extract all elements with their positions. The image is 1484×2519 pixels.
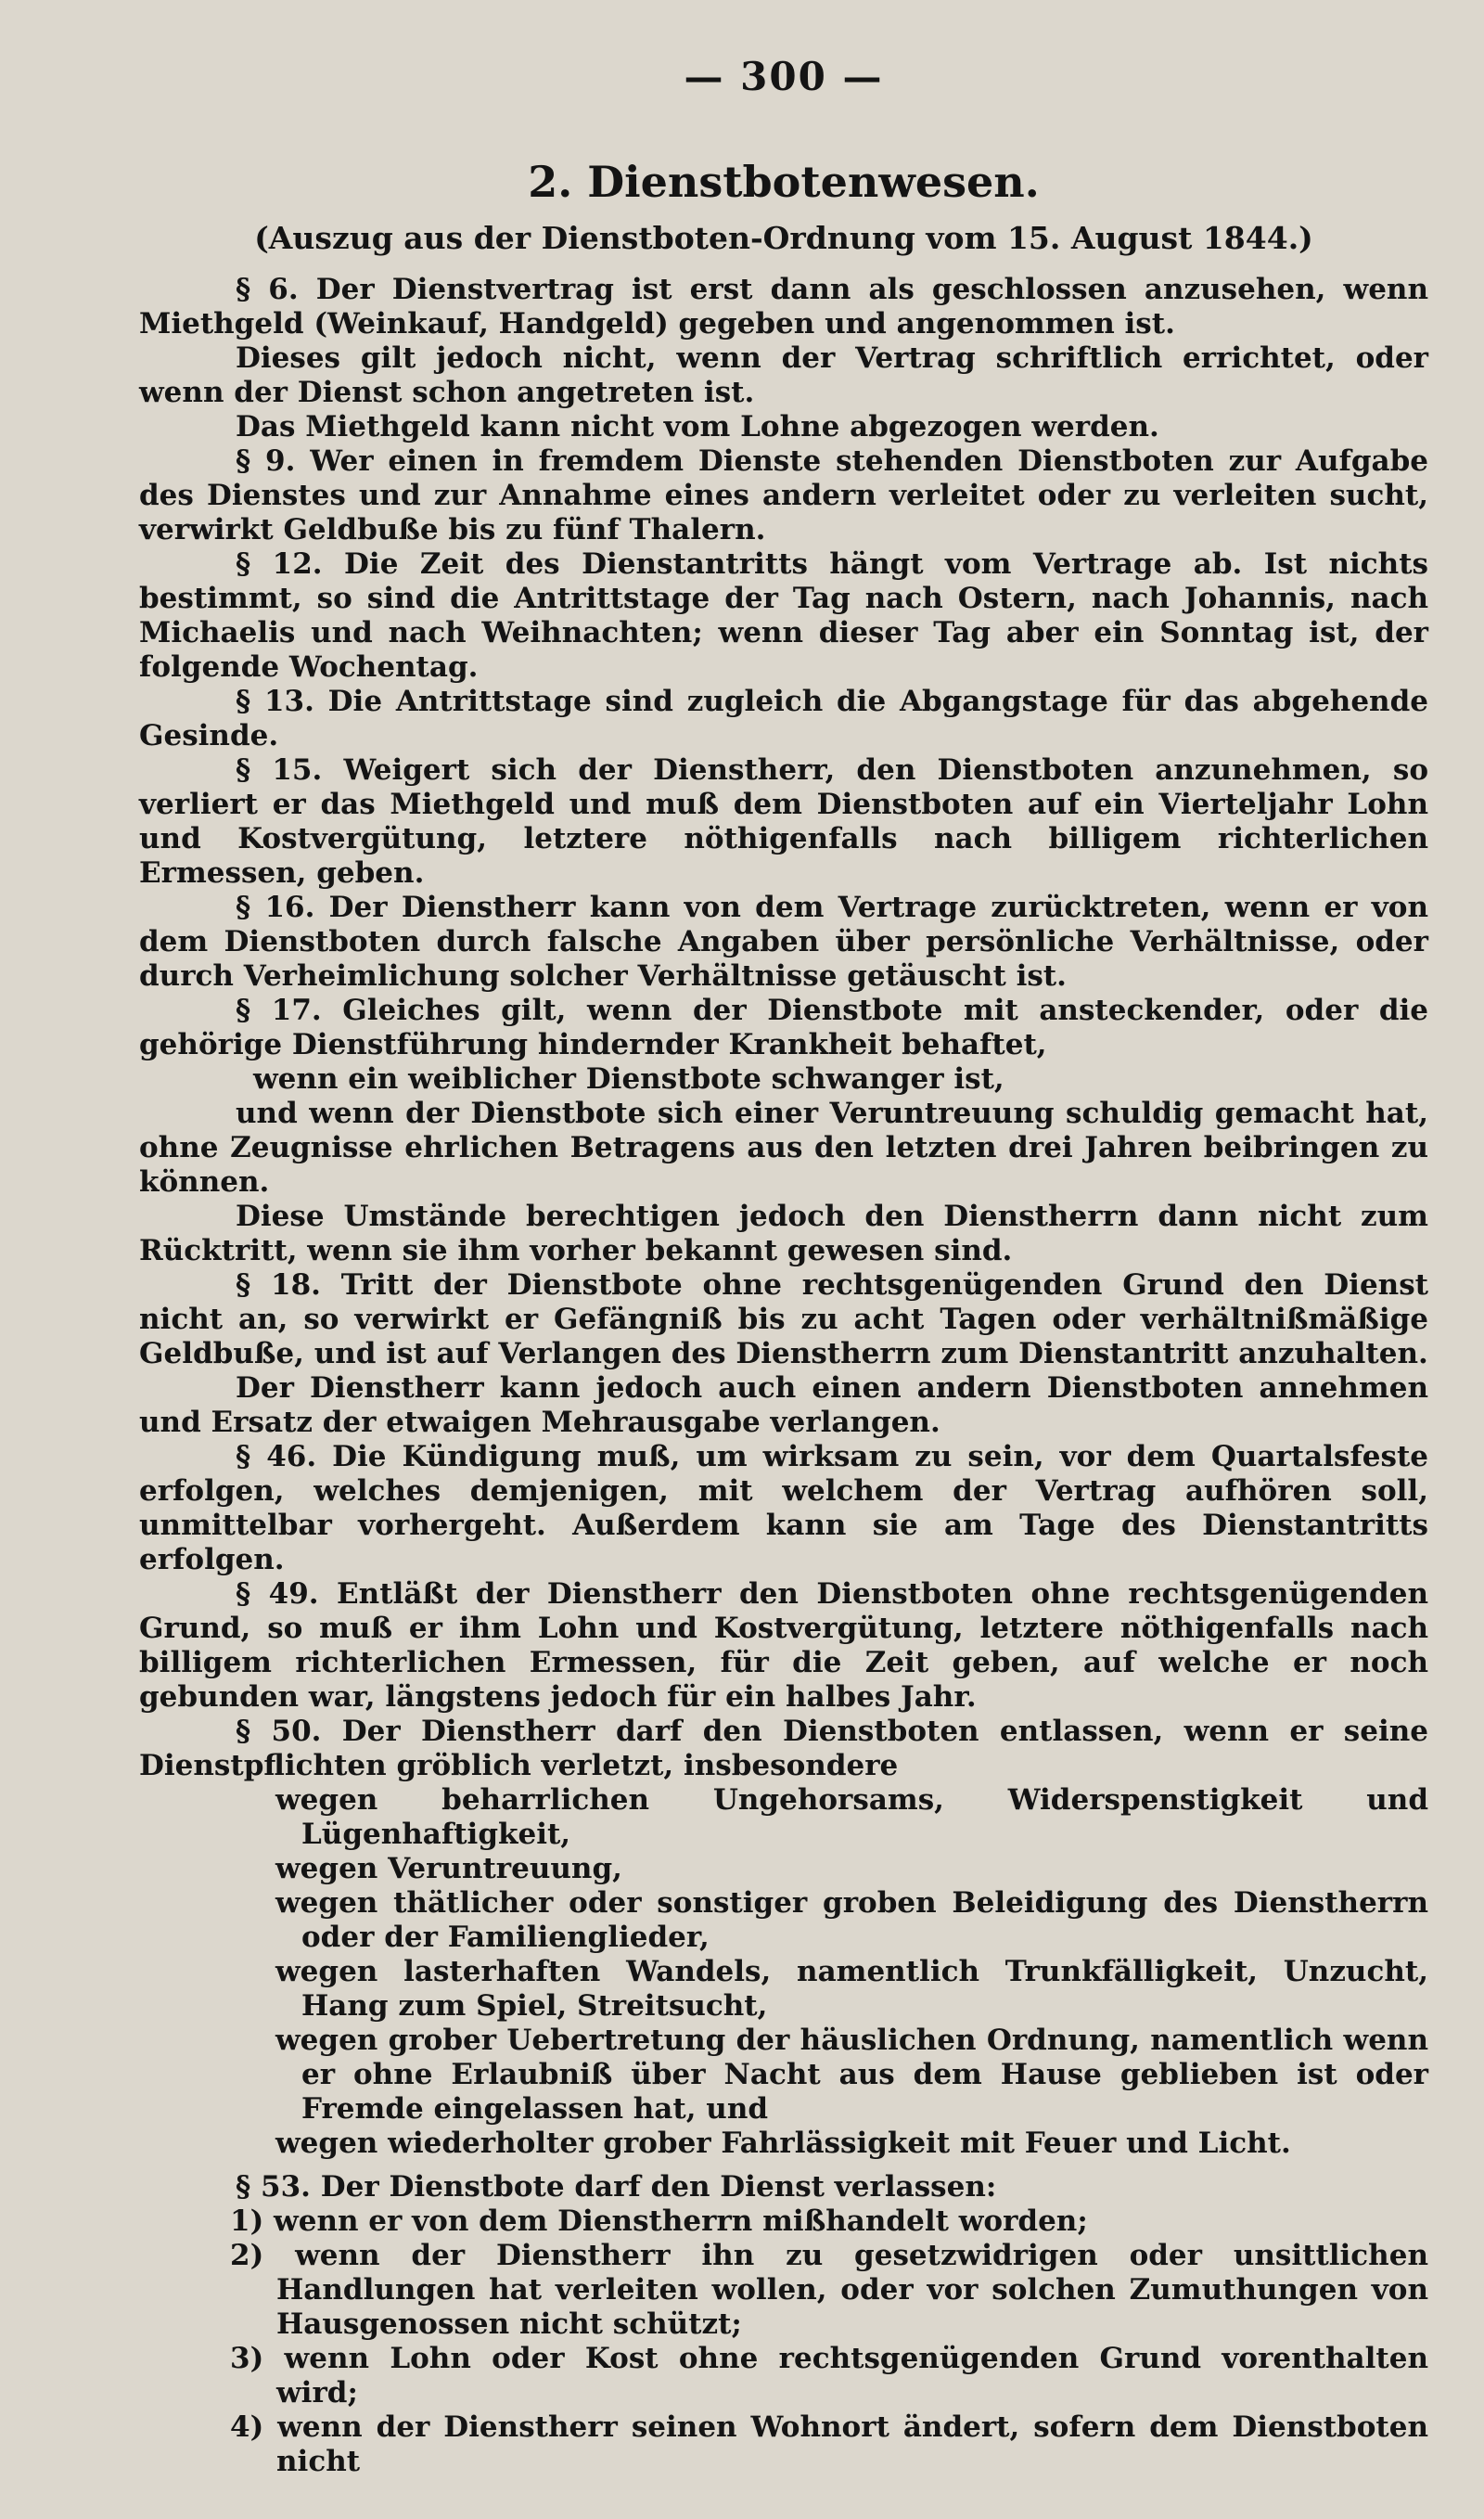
spacer — [139, 2161, 1428, 2170]
paragraph-s46: § 46. Die Kündigung muß, um wirksam zu sein, vor dem Quartalsfeste erfolgen, welches demjenigen, mit welchem der Vertrag aufhören soll, unmittelbar vorhergeht. Außerdem kann sie am Tage des Dienstantritts erfolgen. — [139, 1440, 1428, 1576]
list-item: wenn ein weiblicher Dienstbote schwanger ist, — [253, 1062, 1004, 1096]
paragraph-s6: § 6. Der Dienstvertrag ist erst dann als geschlossen anzusehen, wenn Miethgeld (Weinkauf, Handgeld) gegeben und angenommen ist. — [139, 273, 1428, 341]
paragraph: Dieses gilt jedoch nicht, wenn der Vertrag schriftlich errichtet, oder wenn der Dienst schon angetreten ist. — [139, 341, 1428, 409]
list-item: 3) wenn Lohn oder Kost ohne rechtsgenügenden Grund vorenthalten wird; — [230, 2342, 1428, 2410]
list-item: wegen wiederholter grober Fahrlässigkeit mit Feuer und Licht. — [275, 2127, 1291, 2160]
paragraph-s16: § 16. Der Dienstherr kann von dem Vertrage zurücktreten, wenn er von dem Dienstboten durch falsche Angaben über persönliche Verhältnisse, oder durch Verheimlichung solcher Verhältnisse getäuscht ist. — [139, 891, 1428, 993]
list-item: wegen thätlicher oder sonstiger groben Beleidigung des Dienstherrn oder der Familienglieder, — [275, 1886, 1428, 1954]
paragraph-s17: § 17. Gleiches gilt, wenn der Dienstbote mit ansteckender, oder die gehörige Dienstführung hindernder Krankheit behaftet, — [139, 994, 1428, 1061]
list-item: wegen grober Uebertretung der häuslichen Ordnung, namentlich wenn er ohne Erlaubniß über Nacht aus dem Hause geblieben ist oder Fremde eingelassen hat, und — [275, 2024, 1428, 2126]
list-item: wegen beharrlichen Ungehorsams, Widerspenstigkeit und Lügenhaftigkeit, — [275, 1783, 1428, 1851]
page-number: — 300 — — [684, 54, 884, 99]
paragraph-s50: § 50. Der Dienstherr darf den Dienstboten entlassen, wenn er seine Dienstpflichten gröblich verletzt, insbesondere — [139, 1715, 1428, 1782]
paragraph-s18: § 18. Tritt der Dienstbote ohne rechtsgenügenden Grund den Dienst nicht an, so verwirkt er Gefängniß bis zu acht Tagen oder verhältnißmäßige Geldbuße, und ist auf Verlangen des Dienstherrn zum Dienstantritt anzuhalten. — [139, 1268, 1428, 1370]
body-text — [139, 273, 1428, 2479]
paragraph-s9: § 9. Wer einen in fremdem Dienste stehenden Dienstboten zur Aufgabe des Dienstes und zur Annahme eines andern verleitet oder zu verleiten sucht, verwirkt Geldbuße bis zu fünf Thalern. — [139, 444, 1428, 546]
paragraph-s49: § 49. Entläßt der Dienstherr den Dienstboten ohne rechtsgenügenden Grund, so muß er ihm Lohn und Kostvergütung, letztere nöthigenfalls nach billigem richterlichen Ermessen, für die Zeit geben, auf welche er noch gebunden war, längstens jedoch für ein halbes Jahr. — [139, 1577, 1428, 1714]
paragraph: Das Miethgeld kann nicht vom Lohne abgezogen werden. — [236, 410, 1159, 443]
list-item: 2) wenn der Dienstherr ihn zu gesetzwidrigen oder unsittlichen Handlungen hat verleiten wollen, oder vor solchen Zumuthungen von Hausgenossen nicht schützt; — [230, 2239, 1428, 2341]
subtitle: (Auszug aus der Dienstboten-Ordnung vom 15. August 1844.) — [254, 220, 1313, 256]
section-title: 2. Dienstbotenwesen. — [528, 157, 1040, 207]
list-item: und wenn der Dienstbote sich einer Veruntreuung schuldig gemacht hat, ohne Zeugnisse ehrlichen Betragens aus den letzten drei Jahren beibringen zu können. — [139, 1097, 1428, 1199]
paragraph-s15: § 15. Weigert sich der Dienstherr, den Dienstboten anzunehmen, so verliert er das Miethgeld und muß dem Dienstboten auf ein Vierteljahr Lohn und Kostvergütung, letztere nöthigenfalls nach billigem richterlichen Ermessen, geben. — [139, 753, 1428, 890]
paragraph-s12: § 12. Die Zeit des Dienstantritts hängt vom Vertrage ab. Ist nichts bestimmt, so sind die Antrittstage der Tag nach Ostern, nach Johannis, nach Michaelis und nach Weihnachten; wenn dieser Tag aber ein Sonntag ist, der folgende Wochentag. — [139, 547, 1428, 684]
paragraph: Diese Umstände berechtigen jedoch den Dienstherrn dann nicht zum Rücktritt, wenn sie ihm vorher bekannt gewesen sind. — [139, 1200, 1428, 1267]
list-item: 1) wenn er von dem Dienstherrn mißhandelt worden; — [230, 2204, 1088, 2238]
paragraph-s13: § 13. Die Antrittstage sind zugleich die Abgangstage für das abgehende Gesinde. — [139, 685, 1428, 752]
list-item: wegen lasterhaften Wandels, namentlich Trunkfälligkeit, Unzucht, Hang zum Spiel, Streitsucht, — [275, 1955, 1428, 2023]
paragraph-s53: § 53. Der Dienstbote darf den Dienst verlassen: — [236, 2170, 997, 2204]
list-item: 4) wenn der Dienstherr seinen Wohnort ändert, sofern dem Dienstboten nicht — [230, 2410, 1428, 2478]
paragraph: Der Dienstherr kann jedoch auch einen andern Dienstboten annehmen und Ersatz der etwaigen Mehrausgabe verlangen. — [139, 1371, 1428, 1439]
list-item: wegen Veruntreuung, — [275, 1852, 622, 1885]
